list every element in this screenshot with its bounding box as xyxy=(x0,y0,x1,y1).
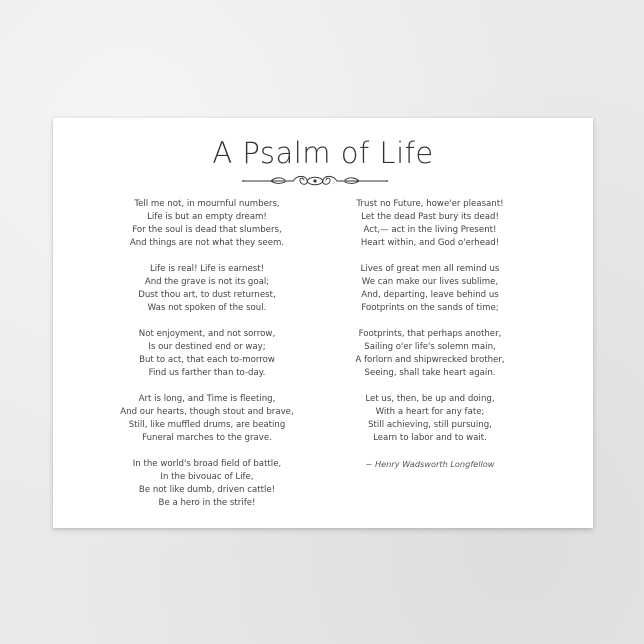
poem-line: Lives of great men all remind us xyxy=(360,264,500,274)
poem-line: Still, like muffled drums, are beating xyxy=(128,420,286,430)
poem-line: Was not spoken of the soul. xyxy=(147,303,267,313)
poem-line: Let the dead Past bury its dead! xyxy=(361,212,499,222)
stanza xyxy=(97,328,317,380)
poem-line: Heart within, and God o'erhead! xyxy=(360,238,500,248)
stanza xyxy=(97,198,317,250)
poem-line: Is our destined end or way; xyxy=(148,342,266,352)
poem-line: And things are not what they seem. xyxy=(129,238,285,248)
poem-line: Let us, then, be up and doing, xyxy=(365,394,495,404)
stanza xyxy=(315,198,545,250)
poem-line: And the grave is not its goal; xyxy=(144,277,270,287)
poem-line: In the bivouac of Life, xyxy=(160,472,254,482)
poem-line: Life is real! Life is earnest! xyxy=(149,264,265,274)
poem-line: A forlorn and shipwrecked brother, xyxy=(355,355,505,365)
stanza xyxy=(315,328,545,380)
poem-title: A Psalm of Life xyxy=(212,136,434,170)
poem-line: Art is long, and Time is fleeting, xyxy=(138,394,276,404)
poem-line: Footprints on the sands of time; xyxy=(361,303,499,313)
poem-line: Still achieving, still pursuing, xyxy=(368,420,492,430)
stanza xyxy=(315,393,545,445)
poem-line: Be a hero in the strife! xyxy=(158,498,256,508)
poem-line: Footprints, that perhaps another, xyxy=(358,329,502,339)
poem-line: Trust no Future, howe'er pleasant! xyxy=(356,199,504,209)
poem-line: Find us farther than to-day. xyxy=(148,368,266,378)
stanza xyxy=(97,458,317,510)
poem-line: For the soul is dead that slumbers, xyxy=(132,225,282,235)
poem-line: But to act, that each to-morrow xyxy=(139,355,275,365)
poem-line: Act,— act in the living Present! xyxy=(363,225,497,235)
poem-right-column xyxy=(315,198,545,471)
poem-line: Tell me not, in mournful numbers, xyxy=(134,199,280,209)
poem-line: In the world's broad field of battle, xyxy=(132,459,282,469)
poem-attribution: ~ Henry Wadsworth Longfellow xyxy=(365,459,495,469)
poem-line: And, departing, leave behind us xyxy=(361,290,499,300)
stanza xyxy=(97,393,317,445)
stanza xyxy=(315,263,545,315)
poem-line: Funeral marches to the grave. xyxy=(142,433,272,443)
poem-line: And our hearts, though stout and brave, xyxy=(120,407,294,417)
stanza xyxy=(97,263,317,315)
poem-line: Dust thou art, to dust returnest, xyxy=(138,290,276,300)
poem-line: With a heart for any fate; xyxy=(375,407,485,417)
poem-line: Sailing o'er life's solemn main, xyxy=(364,342,496,352)
poem-line: Be not like dumb, driven cattle! xyxy=(138,485,276,495)
poem-left-column xyxy=(97,198,317,523)
scroll-flourish-icon xyxy=(241,172,389,190)
poem-line: Seeing, shall take heart again. xyxy=(364,368,496,378)
poem-line: Not enjoyment, and not sorrow, xyxy=(138,329,276,339)
poem-line: Life is but an empty dream! xyxy=(147,212,267,222)
poem-line: We can make our lives sublime, xyxy=(361,277,499,287)
poem-card xyxy=(53,118,593,528)
poem-line: Learn to labor and to wait. xyxy=(373,433,487,443)
